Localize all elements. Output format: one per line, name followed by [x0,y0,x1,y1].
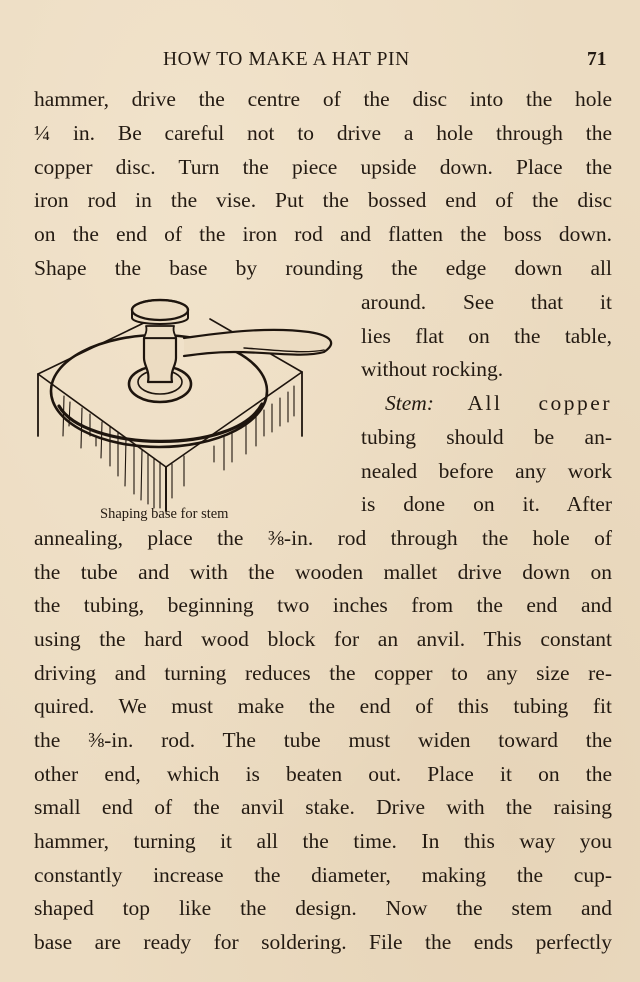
text-line: other end, which is beaten out. Place it on the [34,762,612,786]
text-line: iron rod in the vise. Put the bossed end of the disc [34,188,612,212]
text-line: around. See that it [361,290,612,314]
text-line: on the end of the iron rod and flatten the boss down. [34,222,612,246]
text-line: annealing, place the ⅜-in. rod through the hole of [34,526,612,550]
stem-paragraph-start [385,388,612,418]
text-line: driving and turning reduces the copper to any size re- [34,661,612,685]
text-line: is done on it. After [361,492,612,516]
text-line: lies flat on the table, [361,324,612,348]
text-line: Shape the base by rounding the edge down all [34,256,612,280]
page-number: 71 [587,49,607,70]
running-title: HOW TO MAKE A HAT PIN [163,49,410,70]
text-span: All copper [467,391,613,415]
text-line: using the hard wood block for an anvil. This constant [34,627,612,651]
figure-illustration [34,286,352,516]
text-line: shaped top like the design. Now the stem and [34,896,612,920]
running-header [0,46,640,76]
text-line: small end of the anvil stake. Drive with the raising [34,795,612,819]
stem-heading: Stem: [385,391,434,415]
text-line: the tube and with the wooden mallet drive down on [34,560,612,584]
text-line: the tubing, beginning two inches from the end and [34,593,612,617]
figure-caption: Shaping base for stem [100,506,229,522]
text-line: constantly increase the diameter, making the cup- [34,863,612,887]
text-line: hammer, turning it all the time. In this way you [34,829,612,853]
hammer-on-block-icon [34,286,352,516]
text-line: hammer, drive the centre of the disc into the hole [34,87,612,111]
text-line: copper disc. Turn the piece upside down. Place the [34,155,612,179]
text-line: the ⅜-in. rod. The tube must widen toward the [34,728,612,752]
text-line: quired. We must make the end of this tubing fit [34,694,612,718]
text-line: without rocking. [361,357,504,381]
text-line: tubing should be an- [361,425,612,449]
text-line: base are ready for soldering. File the ends perfectly [34,930,612,954]
text-line: nealed before any work [361,459,612,483]
text-line: ¼ in. Be careful not to drive a hole through the [34,121,612,145]
